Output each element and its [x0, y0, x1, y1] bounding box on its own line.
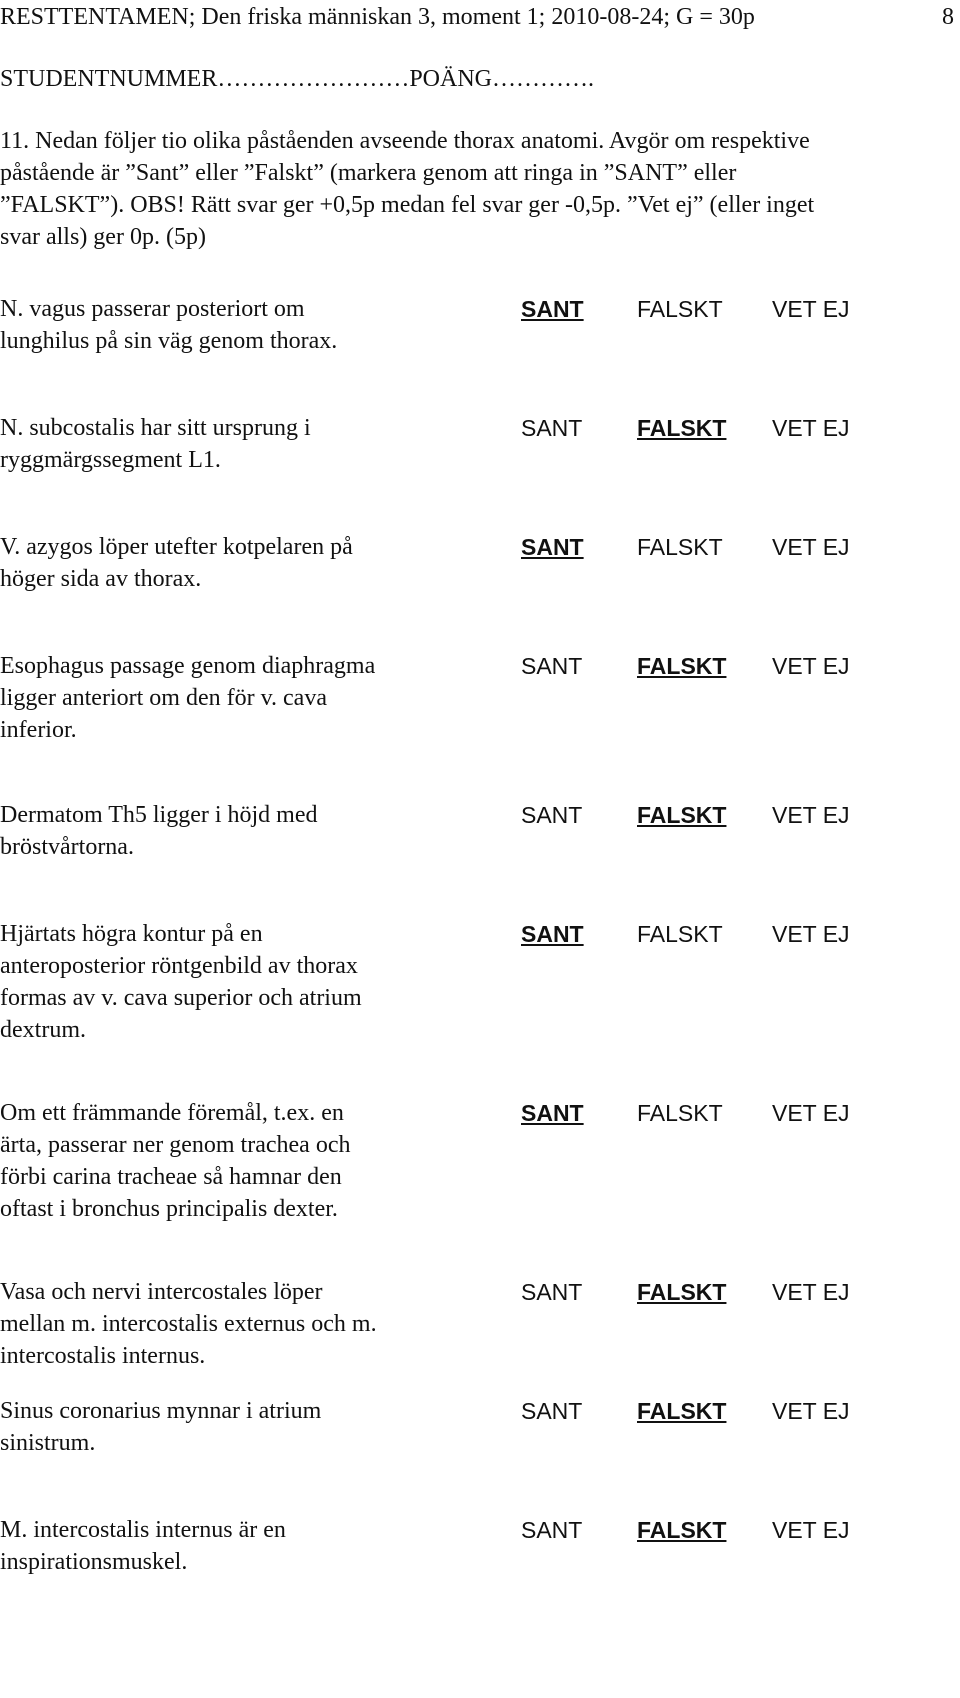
statement-line: sinistrum.	[0, 1430, 96, 1456]
option-vet-ej[interactable]: VET EJ	[772, 1279, 850, 1305]
statement-line: Sinus coronarius mynnar i atrium	[0, 1398, 322, 1424]
statement-line: formas av v. cava superior och atrium	[0, 985, 362, 1011]
page-number: 8	[942, 4, 954, 30]
option-sant[interactable]: SANT	[521, 1100, 584, 1126]
statement-line: Dermatom Th5 ligger i höjd med	[0, 802, 318, 828]
statement-line: förbi carina tracheae så hamnar den	[0, 1164, 342, 1190]
statement-line: N. vagus passerar posteriort om	[0, 296, 305, 322]
statement-text	[0, 1395, 470, 1459]
statement-line: anteroposterior röntgenbild av thorax	[0, 953, 358, 979]
instruction-line: svar alls) ger 0p. (5p)	[0, 224, 206, 250]
option-sant[interactable]: SANT	[521, 802, 583, 828]
option-sant[interactable]: SANT	[521, 1517, 583, 1543]
statement-line: Esophagus passage genom diaphragma	[0, 653, 376, 679]
option-vet-ej[interactable]: VET EJ	[772, 1100, 850, 1126]
option-falskt[interactable]: FALSKT	[637, 921, 723, 947]
statement-line: dextrum.	[0, 1017, 86, 1043]
option-sant[interactable]: SANT	[521, 1398, 583, 1424]
option-vet-ej[interactable]: VET EJ	[772, 415, 850, 441]
statement-text	[0, 412, 470, 476]
option-falskt[interactable]: FALSKT	[637, 296, 723, 322]
statement-line: ryggmärgssegment L1.	[0, 447, 221, 473]
option-vet-ej[interactable]: VET EJ	[772, 296, 850, 322]
option-vet-ej[interactable]: VET EJ	[772, 921, 850, 947]
option-falskt[interactable]: FALSKT	[637, 1517, 727, 1543]
page-header	[0, 1, 960, 33]
option-vet-ej[interactable]: VET EJ	[772, 802, 850, 828]
statement-line: bröstvårtorna.	[0, 834, 134, 860]
statement-text	[0, 1097, 470, 1225]
statement-line: intercostalis internus.	[0, 1343, 206, 1369]
statement-line: Vasa och nervi intercostales löper	[0, 1279, 323, 1305]
statement-line: mellan m. intercostalis externus och m.	[0, 1311, 377, 1337]
option-vet-ej[interactable]: VET EJ	[772, 653, 850, 679]
option-falskt[interactable]: FALSKT	[637, 1100, 723, 1126]
option-falskt[interactable]: FALSKT	[637, 1279, 727, 1305]
option-falskt[interactable]: FALSKT	[637, 415, 727, 441]
statement-line: höger sida av thorax.	[0, 566, 202, 592]
statement-text	[0, 1514, 470, 1578]
option-sant[interactable]: SANT	[521, 653, 583, 679]
option-sant[interactable]: SANT	[521, 296, 584, 322]
statement-text	[0, 799, 470, 863]
statement-line: ärta, passerar ner genom trachea och	[0, 1132, 351, 1158]
instruction-line: 11. Nedan följer tio olika påståenden avseende thorax anatomi. Avgör om respektive	[0, 128, 810, 154]
option-falskt[interactable]: FALSKT	[637, 534, 723, 560]
option-sant[interactable]: SANT	[521, 921, 584, 947]
question-instructions	[0, 125, 960, 253]
instruction-line: påstående är ”Sant” eller ”Falskt” (markera genom att ringa in ”SANT” eller	[0, 160, 737, 186]
statement-line: V. azygos löper utefter kotpelaren på	[0, 534, 353, 560]
statement-text	[0, 293, 470, 357]
statement-text	[0, 918, 470, 1046]
exam-title: RESTTENTAMEN; Den friska människan 3, moment 1; 2010-08-24; G = 30p	[0, 4, 755, 30]
statement-line: ligger anteriort om den för v. cava	[0, 685, 327, 711]
option-sant[interactable]: SANT	[521, 1279, 583, 1305]
option-vet-ej[interactable]: VET EJ	[772, 1398, 850, 1424]
statement-line: lunghilus på sin väg genom thorax.	[0, 328, 338, 354]
statement-text	[0, 531, 470, 595]
statement-text	[0, 650, 470, 746]
student-number-line: STUDENTNUMMER……………………POÄNG………….	[0, 66, 595, 92]
statement-line: Hjärtats högra kontur på en	[0, 921, 263, 947]
statement-line: N. subcostalis har sitt ursprung i	[0, 415, 311, 441]
instruction-line: ”FALSKT”). OBS! Rätt svar ger +0,5p medan fel svar ger -0,5p. ”Vet ej” (eller inget	[0, 192, 815, 218]
option-falskt[interactable]: FALSKT	[637, 653, 727, 679]
statement-line: inferior.	[0, 717, 77, 743]
statement-line: oftast i bronchus principalis dexter.	[0, 1196, 338, 1222]
option-vet-ej[interactable]: VET EJ	[772, 1517, 850, 1543]
statement-line: M. intercostalis internus är en	[0, 1517, 286, 1543]
statement-text	[0, 1276, 470, 1372]
option-falskt[interactable]: FALSKT	[637, 1398, 727, 1424]
option-sant[interactable]: SANT	[521, 534, 584, 560]
option-vet-ej[interactable]: VET EJ	[772, 534, 850, 560]
statement-line: Om ett främmande föremål, t.ex. en	[0, 1100, 344, 1126]
option-sant[interactable]: SANT	[521, 415, 583, 441]
statement-line: inspirationsmuskel.	[0, 1549, 188, 1575]
option-falskt[interactable]: FALSKT	[637, 802, 727, 828]
